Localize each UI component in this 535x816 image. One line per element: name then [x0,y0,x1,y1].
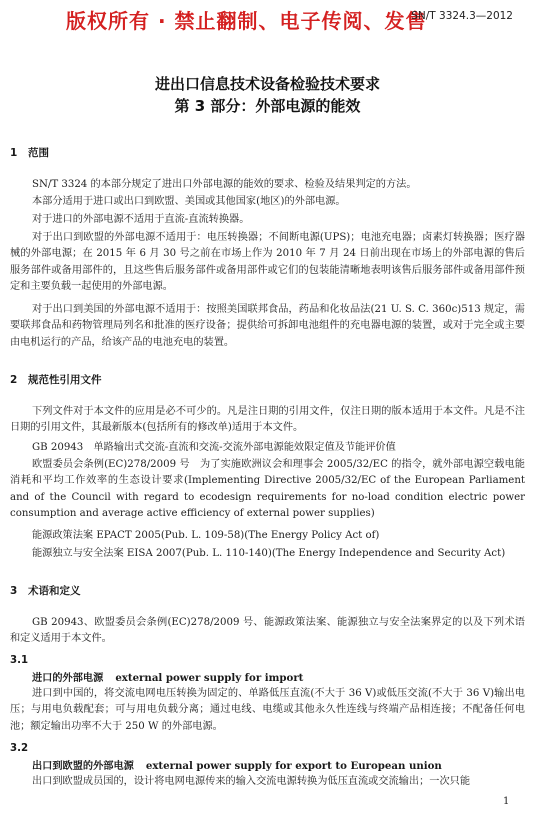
term-heading [32,671,303,686]
clause-number: 3.2 [10,743,29,754]
reference-item: 能源独立与安全法案 EISA 2007(Pub. L. 110-140)(The Energy Independence and Security Act) [32,548,506,559]
section-title: 规范性引用文件 [28,374,102,386]
term-zh: 出口到欧盟的外部电源 [32,761,134,772]
paragraph: 本部分适用于进口或出口到欧盟、美国或其他国家(地区)的外部电源。 [32,196,346,207]
section-2-heading [10,373,102,387]
section-number: 1 [10,147,18,159]
paragraph: 对于进口的外部电源不适用于直流-直流转换器。 [32,214,250,225]
paragraph: 对于出口到欧盟的外部电源不适用于：电压转换器；不间断电源(UPS)；电池充电器；卤素灯转换器；医疗器械的外部电源；在 2015 年 6 月 30 号之前在市场上作为 2010 年 7 月 24 日前出现在市场上的外部电源的售后服务部件或备用部件的，且这些售后服务部件或备用部件或它们的包装能清晰地表明该售后服务部件或备用部件预定和主要负载一起使用的外部电源。 [10,232,525,293]
section-3-heading [10,584,81,598]
section-number: 2 [10,374,18,386]
section-number: 3 [10,585,18,597]
copyright-watermark: 版权所有 · 禁止翻制、电子传阅、发售 [66,9,427,33]
definition: 进口到中国的，将交流电网电压转换为固定的、单路低压直流(不大于 36 V)或低压交流(不大于 36 V)输出电压；与用电负载配套；可与用电负载分离；通过电线、电缆或其他永久性连线与终端产品相连接；不配备任何电池；额定输出功率不大于 250 W 的外部电源。 [10,688,525,732]
section-title: 范围 [28,147,49,159]
term-en: external power supply for import [115,672,304,684]
section-title: 术语和定义 [28,585,81,597]
paragraph: SN/T 3324 的本部分规定了进出口外部电源的能效的要求、检验及结果判定的方法。 [32,179,417,190]
definition: 出口到欧盟成员国的，设计将电网电源传来的输入交流电源转换为低压直流或交流输出；一次只能 [32,776,471,787]
paragraph: GB 20943、欧盟委员会条例(EC)278/2009 号、能源政策法案、能源独立与安全法案界定的以及下列术语和定义适用于本文件。 [10,617,525,645]
paragraph: 对于出口到美国的外部电源不适用于：按照美国联邦食品，药品和化妆品法(21 U. S. C. 360c)513 规定，需要联邦食品和药物管理局列名和批准的医疗设备；提供给可拆卸电池组件的充电器电源的装置，或对于完全或主要由电机运行的产品，给该产品的电池充电的装置。 [10,304,525,348]
term-en: external power supply for export to European union [145,760,442,772]
standard-number: SN/T 3324.3—2012 [411,10,513,22]
reference-item: GB 20943 单路输出式交流-直流和交流-交流外部电源能效限定值及节能评价值 [32,442,396,453]
term-heading [32,759,442,774]
document-subtitle: 第 3 部分：外部电源的能效 [174,97,361,115]
reference-item: 欧盟委员会条例(EC)278/2009 号 为了实施欧洲议会和理事会 2005/32/EC 的指令，就外部电源空载电能消耗和平均工作效率的生态设计要求(Implementing Directive 2005/32/EC of the European Parliament and of the Council with regard to ecodesign requirements for no-load condition electric power consumption and average active efficiency of external power supplies) [10,459,525,520]
clause-number: 3.1 [10,655,29,666]
term-zh: 进口的外部电源 [32,673,104,684]
page-number: 1 [503,796,510,807]
paragraph: 下列文件对于本文件的应用是必不可少的。凡是注日期的引用文件，仅注日期的版本适用于本文件。凡是不注日期的引用文件，其最新版本(包括所有的修改单)适用于本文件。 [10,406,525,434]
reference-item: 能源政策法案 EPACT 2005(Pub. L. 109-58)(The Energy Policy Act of) [32,530,380,541]
document-title: 进出口信息技术设备检验技术要求 [154,75,380,93]
section-1-heading [10,146,49,160]
